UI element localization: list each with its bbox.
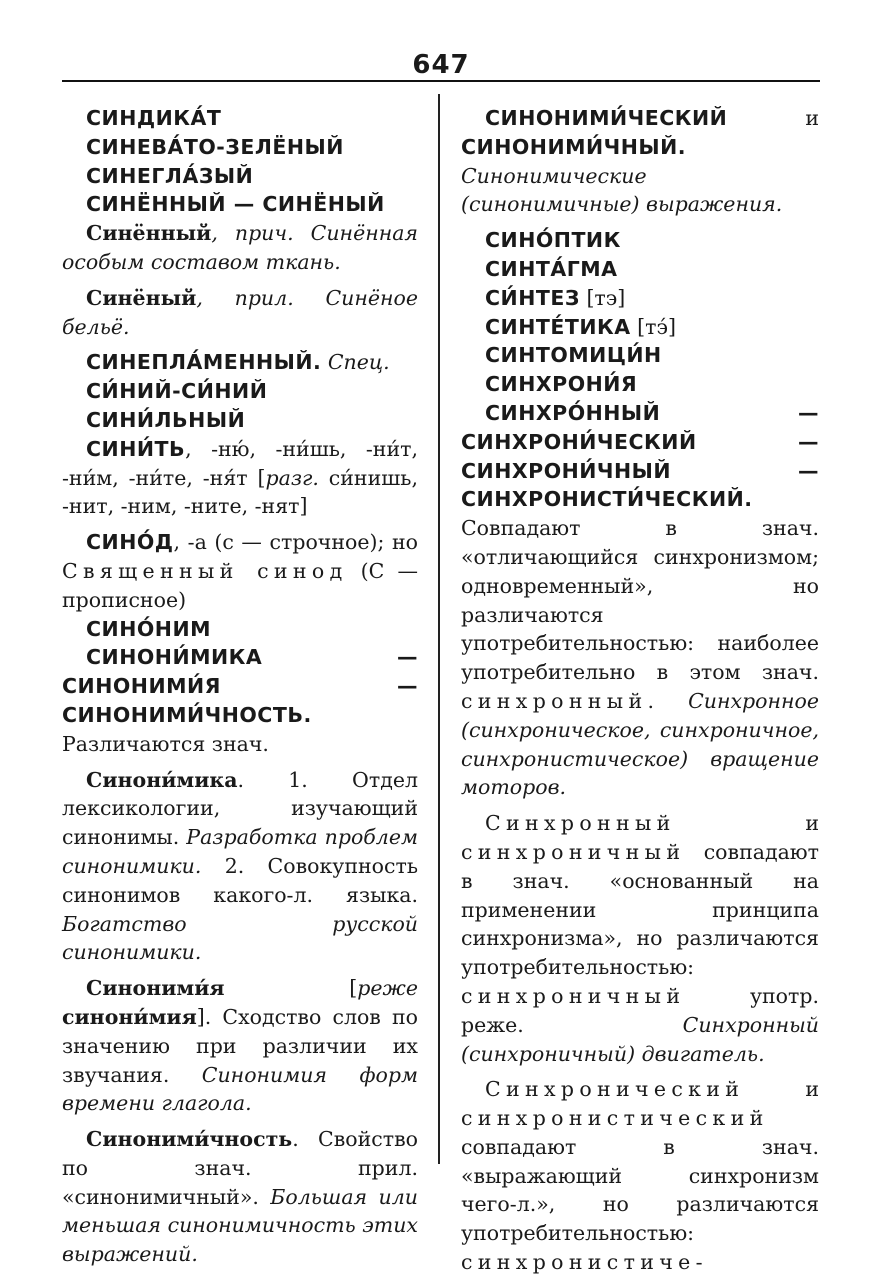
entry-headword: Синоними́я bbox=[86, 976, 225, 1001]
entry-headword: Синони́мика bbox=[86, 767, 238, 792]
entry-sinennyi-prich bbox=[62, 219, 418, 277]
entry-text: Различаются знач. bbox=[62, 731, 269, 756]
entry-example: Разработка проблем синонимики. bbox=[62, 825, 418, 878]
headword-sinonim: СИНО́НИМ bbox=[86, 616, 211, 641]
entry-pronunciation: [тэ] bbox=[579, 285, 626, 310]
entry-text: [ bbox=[224, 976, 358, 1001]
entry-sinenyi-pril bbox=[62, 284, 418, 342]
entry-headword: Синённый bbox=[86, 221, 212, 246]
left-column bbox=[62, 104, 418, 1269]
entry-sinonimicheskii bbox=[461, 104, 819, 219]
entry-text: ]. Сходство слов по значению при различии их звучания. bbox=[62, 1004, 418, 1087]
entry-text: совпадают в знач. «основанный на применении принципа синхронизма», но различаются употребительностью: bbox=[461, 839, 819, 980]
entry-headword: СИНТЕ́ТИКА bbox=[485, 314, 631, 339]
entry-text: Совпадают в знач. «отличающийся синхронизмом; одновременный», но различаются употребительностью: наиболее употребительно в этом знач. bbox=[461, 516, 819, 685]
entry-note: Спец. bbox=[321, 350, 390, 375]
entry-text: . bbox=[647, 688, 689, 713]
entry-spaced-word: Священный синод bbox=[62, 558, 348, 583]
entry-text: употр. реже. bbox=[461, 983, 819, 1037]
entry-note: разг. bbox=[265, 465, 319, 490]
entry-example: Синённая особым составом ткань. bbox=[62, 221, 418, 274]
entry-sinod bbox=[62, 528, 418, 614]
entry-headword: СИНИ́ТЬ bbox=[86, 436, 186, 461]
entry-headword: СИ́НТЕЗ bbox=[485, 285, 580, 310]
entry-sinkhronnyi-group bbox=[461, 399, 819, 802]
entry-spaced-word: синхроничный bbox=[461, 839, 686, 864]
entry-spaced-word: синхронный bbox=[461, 688, 648, 713]
column-divider bbox=[438, 94, 440, 1164]
entry-sintetika bbox=[461, 313, 819, 342]
entry-headword: Синоними́чность bbox=[86, 1127, 293, 1152]
header-rule bbox=[62, 80, 820, 82]
entry-sintez bbox=[461, 284, 819, 313]
entry-example: Синхронное (синхроническое, синхроничное, синхронистическое) вращение моторов. bbox=[461, 688, 819, 800]
entry-text: 2. Совокупность синонимов какого-л. языка. bbox=[62, 853, 418, 907]
entry-headword: СИНОНИ́МИКА — СИНОНИМИ́Я — СИНОНИМИ́ЧНОСТЬ. bbox=[62, 645, 418, 727]
entry-conjunction: и bbox=[727, 106, 819, 130]
entry-spaced-word: синхронистический bbox=[461, 1106, 769, 1131]
entry-sinkhronicheskii bbox=[461, 1075, 819, 1277]
entry-example: Богатство русской синонимики. bbox=[62, 911, 418, 965]
entry-text: и bbox=[744, 1077, 819, 1102]
entry-headword: СИНОНИМИ́ЧЕСКИЙ bbox=[485, 106, 728, 130]
entry-spaced-word: Синхронный bbox=[485, 811, 676, 836]
headword-sindikat: СИНДИКА́Т bbox=[86, 106, 222, 130]
entry-pronunciation: [тэ́] bbox=[630, 314, 676, 339]
headword-sintagma: СИНТА́ГМА bbox=[485, 256, 618, 281]
page-number: 647 bbox=[412, 50, 470, 80]
entry-example: Большая или меньшая синонимичность этих выражений. bbox=[62, 1184, 418, 1267]
entry-example: Синёное бельё. bbox=[62, 285, 418, 339]
entry-sinonimichnost bbox=[62, 1125, 418, 1269]
headword-sinevato-zelenyi: СИНЕВА́ТО-ЗЕЛЁНЫЙ bbox=[86, 134, 344, 159]
headword-sintomitsin: СИНТОМИЦИ́Н bbox=[485, 343, 662, 368]
entry-sineplamennyi bbox=[62, 348, 418, 377]
entry-forms: , -ню́, -ни́шь, -ни́т, -ни́м, -ни́те, -ня́т [ bbox=[62, 436, 418, 490]
entry-headword: СИНХРО́ННЫЙ — СИНХРОНИ́ЧЕСКИЙ — СИНХРОНИ́ЧНЫЙ — СИНХРОНИСТИ́ЧЕСКИЙ. bbox=[461, 400, 819, 512]
entry-forms: си́нишь, -нит, -ним, -ните, -нят] bbox=[62, 465, 418, 519]
entry-example: Синонимические (синонимичные) выражения. bbox=[461, 163, 783, 217]
entry-text: и bbox=[675, 811, 819, 836]
entry-headword: СИНО́Д bbox=[86, 530, 174, 555]
entry-spaced-word: синхроничный bbox=[461, 983, 686, 1008]
headword-sinilnyi: СИНИ́ЛЬНЫЙ bbox=[86, 407, 246, 432]
entry-headword: СИНЕПЛА́МЕННЫЙ. bbox=[86, 350, 322, 375]
entry-gram: , прич. bbox=[211, 221, 311, 246]
entry-headword: Синёный bbox=[86, 285, 197, 310]
entry-sinonimika-group bbox=[62, 643, 418, 758]
headword-sinkhroniya: СИНХРОНИ́Я bbox=[485, 372, 638, 397]
entry-example: Синонимия форм времени глагола. bbox=[62, 1062, 418, 1116]
headword-sinennyi: СИНЁННЫЙ — СИНЁНЫЙ bbox=[86, 192, 385, 217]
headword-sinoptik: СИНО́ПТИК bbox=[485, 228, 621, 253]
entry-text: , -а (с — строчное); но bbox=[173, 530, 418, 555]
headword-sinii-sinii: СИ́НИЙ-СИ́НИЙ bbox=[86, 379, 268, 404]
entry-spaced-word: синхронистиче- bbox=[461, 1250, 708, 1275]
entry-note: реже bbox=[357, 976, 418, 1001]
entry-text: (С — прописное) bbox=[62, 558, 418, 612]
entry-sinonimika bbox=[62, 766, 418, 968]
entry-gram: , прил. bbox=[196, 285, 326, 310]
entry-text: . Свойство по знач. прил. «синонимичный». bbox=[62, 1127, 418, 1209]
entry-text: . 1. Отдел лексикологии, изучающий синонимы. bbox=[62, 767, 418, 850]
entry-headword-variant: синони́мия bbox=[62, 1004, 197, 1029]
entry-sinonimiya bbox=[62, 974, 418, 1118]
entry-headword: СИНОНИМИ́ЧНЫЙ. bbox=[461, 134, 687, 159]
entry-text: совпадают в знач. «выражающий синхронизм чего-л.», но различаются употребительностью: bbox=[461, 1134, 819, 1246]
entry-example: Синхронный (синхроничный) двигатель. bbox=[461, 1012, 819, 1066]
right-column bbox=[461, 104, 819, 1277]
entry-spaced-word: Синхронический bbox=[485, 1077, 745, 1102]
headword-sineglazyi: СИНЕГЛА́ЗЫЙ bbox=[86, 163, 254, 188]
entry-sinkhronnyi-sinkhronichnyi bbox=[461, 809, 819, 1068]
entry-sinit bbox=[62, 435, 418, 521]
